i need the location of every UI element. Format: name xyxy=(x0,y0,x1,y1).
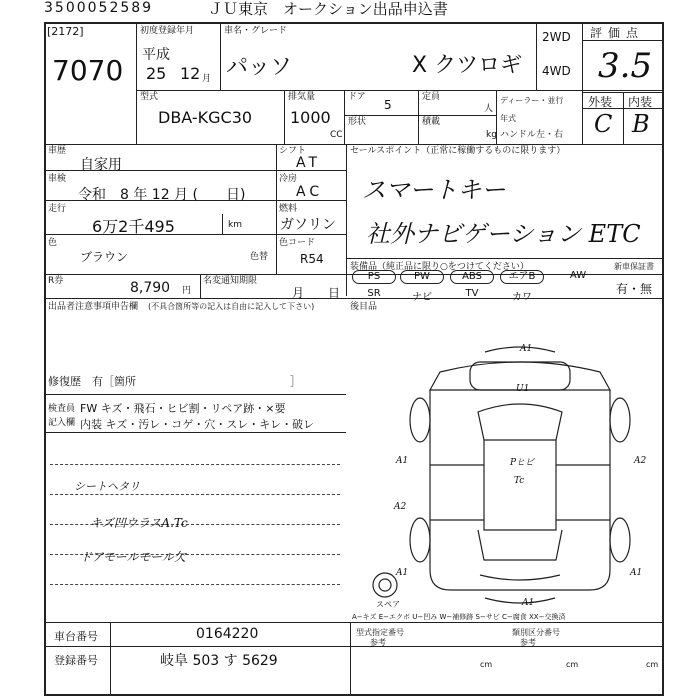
score-label: 評価点 xyxy=(590,26,645,40)
equipment-item: AW xyxy=(569,270,587,281)
repair-history: 修復歴 有［箇所 ］ xyxy=(48,375,301,388)
rear-seat-label: 後目品 xyxy=(350,302,378,312)
form-title: ＪＵ東京 オークション出品申込書 xyxy=(208,0,448,18)
chassis-number: 0164220 xyxy=(196,626,259,642)
doors-label: ドア xyxy=(348,92,366,102)
history-value: 自家用 xyxy=(80,157,122,173)
equipment-item: SR xyxy=(367,288,381,299)
equipment-item: PS xyxy=(352,270,396,284)
sales-point-line1: スマートキー xyxy=(362,176,506,204)
handle-label: ハンドル xyxy=(500,130,537,140)
handle-value: 左・右 xyxy=(536,130,564,140)
model-value: DBA-KGC30 xyxy=(158,108,253,127)
color-change-label: 色替 xyxy=(250,252,269,262)
car-name: パッソ xyxy=(226,55,293,80)
exterior-label: 外装 xyxy=(588,95,613,109)
interior-label: 内装 xyxy=(628,95,653,109)
year-label: 年式 xyxy=(500,114,516,123)
capacity-label: 定員 xyxy=(422,92,441,102)
comment-line2: キズ凹ウラスA.Tc xyxy=(90,516,188,530)
plate-number: 岐阜 503 す 5629 xyxy=(160,653,278,669)
diagram-mark: A1 xyxy=(630,568,643,578)
history-label: 車歴 xyxy=(48,146,67,156)
shift-value: AT xyxy=(296,155,322,171)
registration-label: 初度登録年月 xyxy=(140,26,195,36)
diagram-mark: A2 xyxy=(394,502,407,512)
new-car-warranty-value: 有・無 xyxy=(616,282,653,296)
equipment-item: TV xyxy=(465,288,479,299)
color-code-value: R54 xyxy=(300,252,324,266)
equipment-item: カワ xyxy=(512,292,532,303)
barcode-number: 3500052589 xyxy=(44,0,154,16)
registration-era: 平成 xyxy=(142,47,170,63)
shift-label: シフト xyxy=(279,146,307,156)
cm-label: cm xyxy=(646,660,659,669)
notes-sub: (不具合箇所等の記入は自由に記入して下さい) xyxy=(148,302,315,311)
inspector-label: 検査員 xyxy=(48,404,76,414)
diagram-mark: A2 xyxy=(634,456,647,466)
diagram-legend: A−キズ E−エクボ U−凹み W−補修跡 S−サビ C−腐食 XX−交換済 xyxy=(352,613,566,621)
drive-2wd: 2WD xyxy=(542,30,571,44)
inspection-value: 令和 8 年 12 月 ( 日) xyxy=(78,187,246,203)
lot-code: [2172] xyxy=(47,25,84,38)
color-value: ブラウン xyxy=(80,250,129,264)
model-label: 型式 xyxy=(140,92,159,102)
lot-number: 7070 xyxy=(52,54,124,87)
class-number-label: 類別区分番号 xyxy=(512,628,560,637)
equipment-label: 装備品（純正品に限り○をつけてください） xyxy=(350,262,529,272)
color-code-label: 色コード xyxy=(279,238,316,248)
drive-4wd: 4WD xyxy=(542,64,571,78)
score-value: 3.5 xyxy=(598,46,653,86)
diagram-mark: A1 xyxy=(520,344,533,354)
equipment-item: ABS xyxy=(450,270,494,284)
mileage-label: 走行 xyxy=(48,204,67,214)
fuel-label: 燃料 xyxy=(279,204,298,214)
ref-label: 参考 xyxy=(520,638,536,647)
equipment-item: PW xyxy=(400,270,444,284)
ac-label: 冷房 xyxy=(279,174,298,184)
comment-line3: ドアモールモール欠 xyxy=(80,550,186,564)
load-label: 積載 xyxy=(422,117,441,127)
load-unit: kg xyxy=(486,130,497,140)
diagram-mark: A1 xyxy=(396,456,409,466)
comment-line1: シートヘタリ xyxy=(74,480,140,493)
cm-label: cm xyxy=(566,660,579,669)
name-change-label: 名変通知期限 xyxy=(203,276,258,286)
fuel-value: ガソリン xyxy=(280,217,336,233)
ac-value: AC xyxy=(296,184,324,200)
displacement-unit: CC xyxy=(330,130,343,140)
inspection-label: 車検 xyxy=(48,174,67,184)
chassis-label: 車台番号 xyxy=(54,630,98,643)
notes-label: 出品者注意事項申告欄 xyxy=(48,302,139,312)
inspector-interior: 内装 キズ・汚レ・コゲ・穴・スレ・キレ・破レ xyxy=(80,418,315,431)
inspector-exterior: FW キズ・飛石・ヒビ割・リペア跡・×要 xyxy=(80,402,286,415)
cm-label: cm xyxy=(480,660,493,669)
sales-point-line2: 社外ナビゲーション ETC xyxy=(366,220,641,248)
plate-label: 登録番号 xyxy=(54,654,98,667)
equipment-item: エアB xyxy=(500,270,544,284)
registration-month-unit: 月 xyxy=(202,74,212,84)
diagram-mark: A1 xyxy=(522,598,535,608)
registration-year: 25 xyxy=(146,64,167,83)
capacity-unit: 人 xyxy=(484,104,494,114)
displacement-label: 排気量 xyxy=(288,92,316,102)
ref-label: 参考 xyxy=(370,638,386,647)
recycle-unit: 円 xyxy=(182,286,192,296)
car-name-label: 車名・グレード xyxy=(224,26,288,36)
recycle-label: R券 xyxy=(48,276,64,286)
diagram-mark: Pヒビ xyxy=(510,458,535,468)
doors-value: 5 xyxy=(384,98,392,112)
recycle-value: 8,790 xyxy=(130,280,171,296)
dealer-label: ディーラー・並行 xyxy=(500,96,564,105)
shape-label: 形状 xyxy=(348,117,367,127)
sales-point-label: セールスポイント（正常に稼働するものに限ります） xyxy=(350,146,566,156)
diagram-mark: U1 xyxy=(516,384,530,394)
diagram-mark: Tc xyxy=(514,476,525,486)
new-car-warranty-label: 新車保証書 xyxy=(614,262,654,271)
equipment-item: ナビ xyxy=(412,292,432,303)
registration-month: 12 xyxy=(180,64,201,83)
type-number-label: 型式指定番号 xyxy=(356,628,404,637)
diagram-mark: A1 xyxy=(396,568,409,578)
car-grade: X クツロギ xyxy=(412,53,523,78)
color-label: 色 xyxy=(48,238,58,248)
displacement-value: 1000 xyxy=(290,108,331,127)
mileage-unit: km xyxy=(228,220,242,230)
inspector-entry-label: 記入欄 xyxy=(48,418,76,428)
interior-score: B xyxy=(632,110,650,138)
name-change-value: 月 日 xyxy=(292,286,341,300)
spare-tire-label: スペア xyxy=(376,600,400,609)
exterior-score: C xyxy=(594,110,613,138)
mileage-value: 6万2千495 xyxy=(92,217,175,236)
